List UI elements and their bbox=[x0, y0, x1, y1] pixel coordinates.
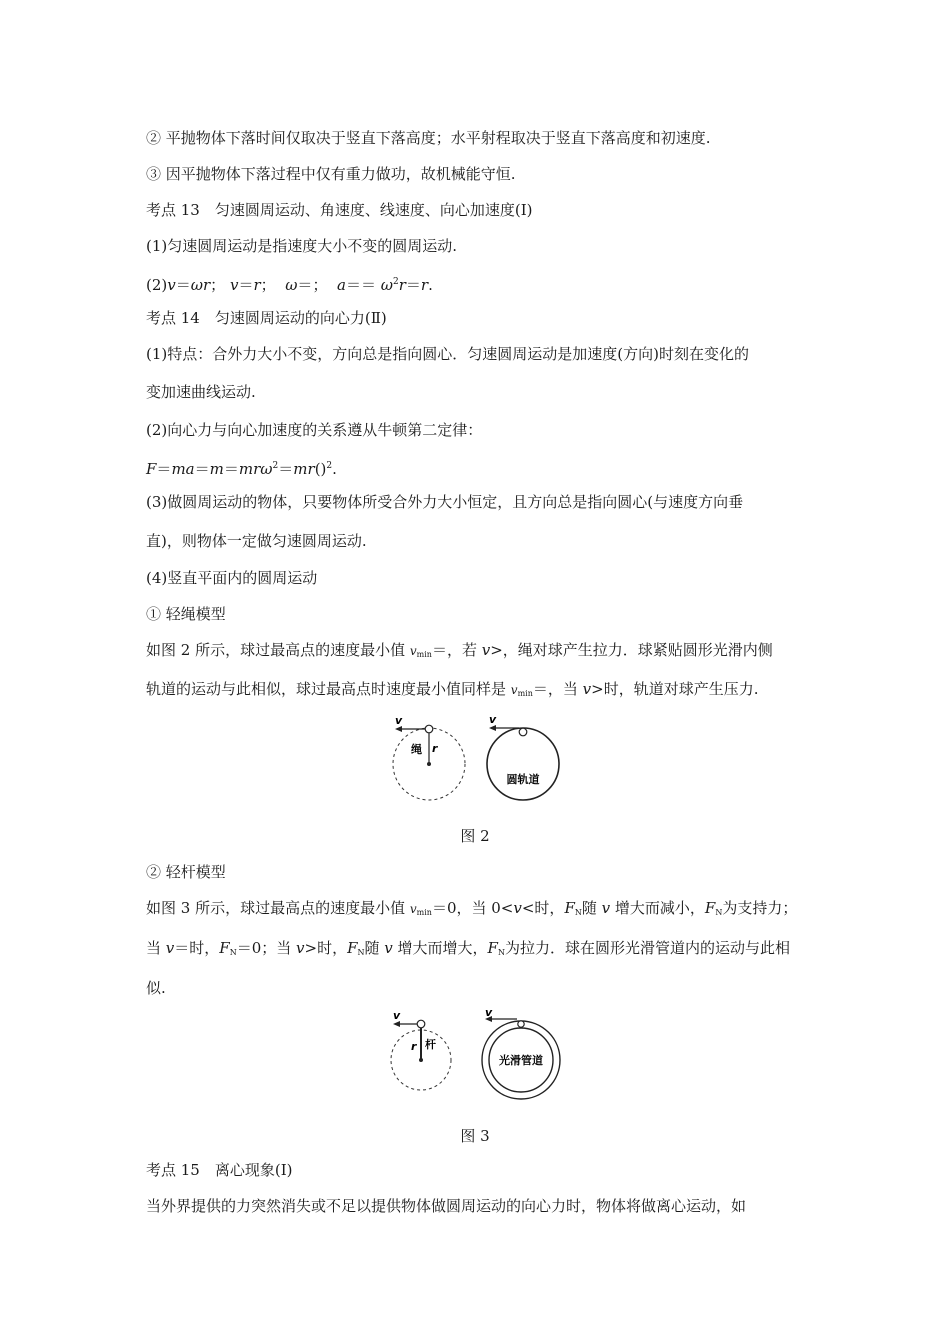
text-line: (3)做圆周运动的物体，只要物体所受合外力大小恒定，且方向总是指向圆心(与速度方向垂 bbox=[146, 493, 744, 511]
text-line: ② 平抛物体下落时间仅取决于竖直下落高度；水平射程取决于竖直下落高度和初速度. bbox=[146, 129, 711, 147]
subheading-rod-model: ② 轻杆模型 bbox=[146, 863, 226, 881]
circular-track-figure bbox=[487, 713, 559, 800]
text-line: ③ 因平抛物体下落过程中仅有重力做功，故机械能守恒. bbox=[146, 165, 516, 183]
formula-line: (2)v＝ωr； v＝r； ω＝； $a== \omega^2r=r$. bbox=[146, 276, 433, 294]
text-line: (1)特点：合外力大小不变，方向总是指向圆心．匀速圆周运动是加速度(方向)时刻在变化的 bbox=[146, 345, 749, 363]
rope-model-figure bbox=[393, 714, 465, 800]
velocity-label: v bbox=[489, 713, 497, 726]
section-heading-14: 考点 14 匀速圆周运动的向心力(Ⅱ) bbox=[146, 309, 387, 327]
radius-label: r bbox=[411, 1040, 417, 1053]
section-heading-13: 考点 13 匀速圆周运动、角速度、线速度、向心加速度(Ⅰ) bbox=[146, 201, 533, 219]
rod-paragraph-line: 如图 3 所示，球过最高点的速度最小值 $v_{min}=0$，当 0<v<时，$F_N$随 v 增大而减小，$F_N$为支持力； bbox=[146, 899, 798, 917]
track-label: 圆轨道 bbox=[506, 773, 540, 786]
radius-label: r bbox=[432, 742, 438, 755]
text-line: (2)向心力与向心加速度的关系遵从牛顿第二定律： bbox=[146, 421, 483, 439]
smooth-tube-figure bbox=[482, 1008, 560, 1099]
figure-2-diagram bbox=[385, 712, 565, 808]
figure-3-diagram bbox=[385, 1008, 565, 1104]
rope-paragraph-line: 轨道的运动与此相似，球过最高点时速度最小值同样是 $v_{min}=$，当 v>时，轨道对球产生压力. bbox=[146, 680, 759, 698]
velocity-label: v bbox=[393, 1009, 401, 1022]
velocity-label: v bbox=[485, 1008, 493, 1019]
rope-paragraph-line: 如图 2 所示，球过最高点的速度最小值 $v_{min}=$，若 v>，绳对球产生拉力．球紧贴圆形光滑内侧 bbox=[146, 641, 773, 659]
rod-model-figure bbox=[391, 1009, 451, 1090]
figure-2-caption: 图 2 bbox=[460, 827, 490, 845]
text-line: (4)竖直平面内的圆周运动 bbox=[146, 569, 318, 587]
rope-label: 绳 bbox=[411, 743, 422, 756]
text-line: 当外界提供的力突然消失或不足以提供物体做圆周运动的向心力时，物体将做离心运动，如 bbox=[146, 1197, 747, 1215]
rod-paragraph-line: 当 v＝时，$F_N=0$；当 v>时，$F_N$随 v 增大而增大，$F_N$为拉力．球在圆形光滑管道内的运动与此相 bbox=[146, 939, 790, 957]
tube-label: 光滑管道 bbox=[499, 1054, 543, 1067]
text-line: 变加速曲线运动. bbox=[146, 383, 256, 401]
rod-paragraph-line: 似. bbox=[146, 979, 166, 997]
rod-label: 杆 bbox=[425, 1038, 436, 1051]
text-line: (1)匀速圆周运动是指速度大小不变的圆周运动. bbox=[146, 237, 458, 255]
subheading-rope-model: ① 轻绳模型 bbox=[146, 605, 226, 623]
velocity-label: v bbox=[395, 714, 403, 727]
figure-3-caption: 图 3 bbox=[460, 1127, 490, 1145]
section-heading-15: 考点 15 离心现象(Ⅰ) bbox=[146, 1161, 293, 1179]
text-line: 直)，则物体一定做匀速圆周运动. bbox=[146, 532, 367, 550]
formula-line: F＝ma＝m＝mrω$^2$＝mr()$^2$. bbox=[146, 460, 337, 478]
